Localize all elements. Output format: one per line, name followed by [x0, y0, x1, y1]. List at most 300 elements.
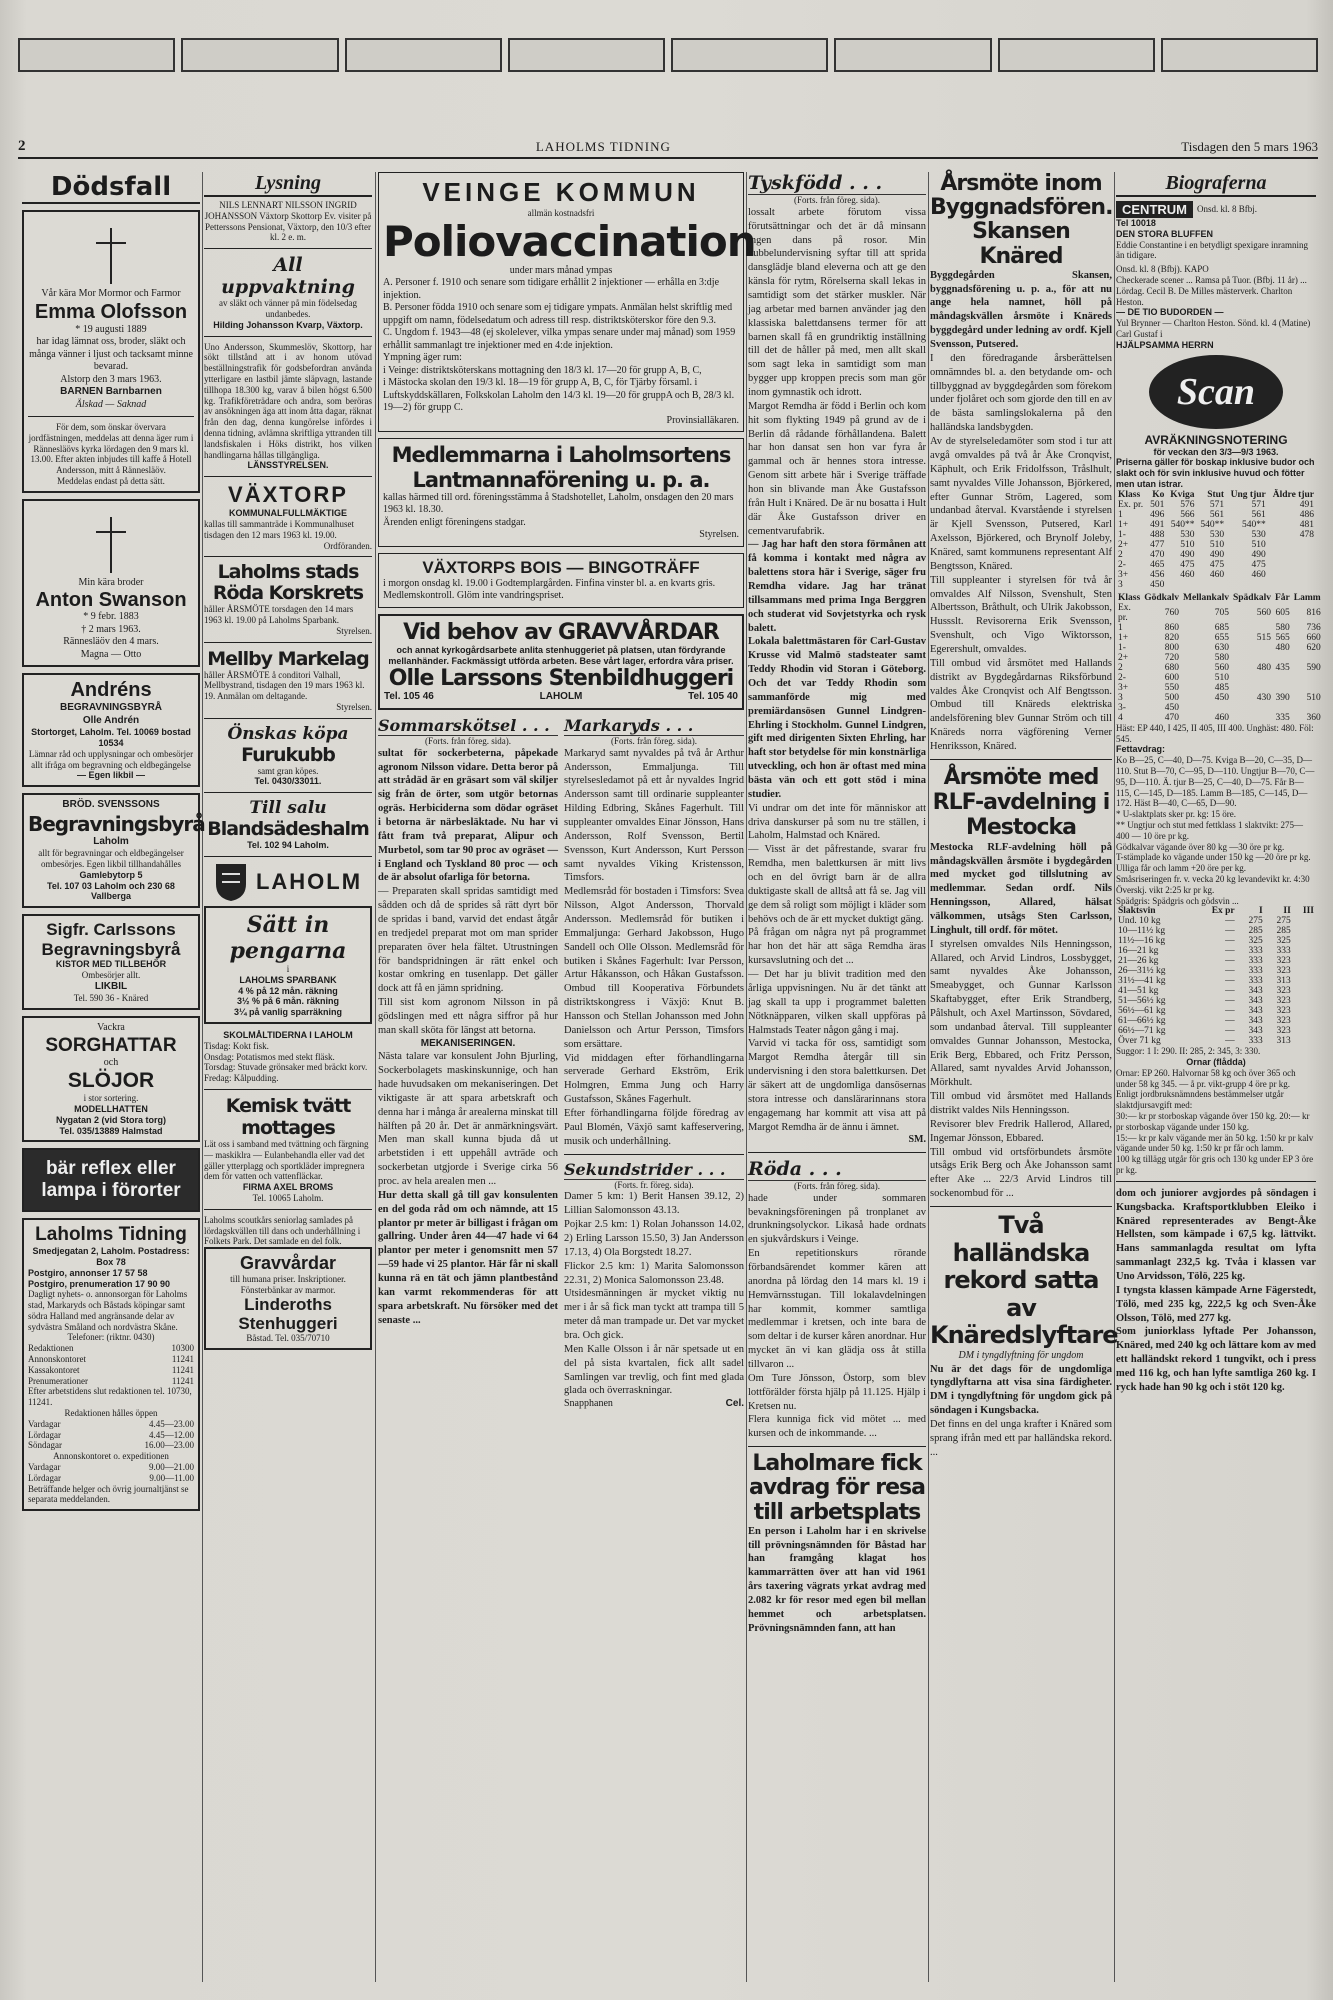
table-cell: 323: [1276, 1026, 1291, 1037]
table-row: [1116, 926, 1316, 936]
ad-addr: Gamlebytorp 5: [79, 869, 143, 880]
tel-row: [28, 1376, 194, 1387]
skolmal-item: Fredag: Kålpudding.: [204, 1073, 279, 1084]
info-postgiro: Postgiro, annonser 17 57 58: [28, 1267, 148, 1278]
table-cell: 576: [1180, 499, 1195, 510]
tyskfodd-heading: Tyskfödd . . .: [748, 172, 926, 195]
medlem-text: kallas härmed till ord. föreningsstämma å Stadshotellet, Laholm, onsdagen den 20 mars 1963 kl. 18.30.: [383, 491, 734, 516]
table-cell: 460: [1251, 569, 1266, 580]
table-cell: [1268, 570, 1316, 580]
tyskfodd-text5: Vi undrar om det inte för människor att driva danskurser på som nu tre ställen, i Laholm, Halmstad och Knäred.: [748, 802, 926, 842]
rate-item: 3¼ på vanlig sparräkning: [233, 1007, 343, 1018]
table-cell: [1231, 713, 1273, 723]
medlem-sign: Styrelsen.: [699, 529, 739, 541]
table-header-cell: Får: [1275, 592, 1290, 603]
notice-intro: Vår kära Mor Mormor och Farmor: [41, 288, 181, 299]
two-text: Nu är det dags för de ungdomliga tyngdlyftarna att visa sina färdigheter. DM i tyngdlyftning för ungdom gick på söndagen i Kungsbacka.: [930, 1363, 1112, 1417]
laholm-fick-text: En person i Laholm har i en skrivelse till prövningsnämnden för Båstad har han framgång klagat hos kammarrätten över att han vid 1961 års taxering vägrats yrkat avdrag med 2.082 kr för resor med egen bil mellan hemmet och arbetsplatsen. Prövningsnämnden fann, att han: [748, 1525, 926, 1634]
table-cell: Över 71 kg: [1118, 1036, 1161, 1047]
table-cell: 313: [1276, 976, 1291, 987]
table-cell: 571: [1251, 499, 1266, 510]
knariii-text: Checkerade scener ... Ramsa på Tuor. (Bfbj. 11 år) ... Lördag. Cecil B. De Milles mästerverk. Charlton Heston.: [1116, 274, 1307, 307]
smag-text: Småsriseringen fr. v. vecka 20 kg levandevikt kr. 4:30 Överskj. vikt 2:25 kr pr kg.: [1116, 873, 1310, 895]
notice-funeral: För dem, som önskar övervara jordfästningen, meddelas att denna äger rum i Rännesläövs kyrka lördagen den 9 mars kl. 13.00. Efter akten inbjudes till kaffe å Hotell Andersson, mitt å Rännesläöv.: [28, 422, 194, 476]
notice-place-date: Alstorp den 3 mars 1963.: [60, 373, 162, 385]
sommar-text: sultat för sockerbeterna, påpekade agronom Nilsson vidare. Detta beror på att strådäd är en gräsart som väl skiljer sig från de örter, som utgör betornas ogräs. Herbiciderna som dödar ogräset i betorna är närbesläktade. Nu har vi fått fram två preparat, Alipur och Murbetol, som tar 90 proc av ogräset — i England och Tyskland 80 proc — och de är absolut ofarliga för betorna.: [378, 747, 558, 884]
table-cell: —: [1225, 1006, 1235, 1017]
table-header-cell: Gödkalv: [1144, 592, 1180, 603]
table-header-cell: Ex pr: [1211, 906, 1235, 917]
cross-icon: [110, 517, 112, 573]
table-cell: 655: [1214, 632, 1229, 643]
table-cell: 530: [1209, 529, 1225, 540]
centrum-film: DEN STORA BLUFFEN: [1116, 228, 1214, 239]
col3-articles: [378, 716, 744, 1411]
table-cell: [1293, 1006, 1316, 1016]
ad-svensson: [22, 793, 205, 908]
fett-text2: * U-slaktplats sker pr. kg: 15 öre.: [1116, 809, 1236, 820]
ad-line: Nygatan 2 (vid Stora torg): [55, 1114, 166, 1125]
info-open-head: Redaktionen hålles öppen: [64, 1408, 158, 1419]
table-cell: 450: [1164, 702, 1180, 713]
table-cell: —: [1225, 936, 1235, 947]
ad-sub: KISTOR MED TILLBEHÖR: [55, 959, 167, 970]
polio-list: [383, 277, 739, 352]
knariii-film2: HJÄLPSAMMA HERRN: [1116, 339, 1214, 350]
table-cell: 333: [1276, 946, 1291, 957]
bingo-ad: [378, 553, 744, 608]
table-cell: 456: [1150, 569, 1165, 580]
table-cell: —: [1225, 956, 1235, 967]
notice-intro: Min kära broder: [78, 576, 144, 588]
rodakors-heading: Laholms stads Röda Korskrets: [212, 561, 364, 605]
table-row: [1116, 986, 1316, 996]
table-cell: 343: [1248, 986, 1263, 997]
ad-addr: Stortorget, Laholm. Tel. 10069 bostad 10534: [31, 727, 191, 749]
markaryds-text4: Efter förhandlingarna följde föredrag av Paul Blomén, Växjö samt kaffeservering, musik och underhållning.: [564, 1108, 744, 1147]
table-cell: 1+: [1118, 632, 1129, 643]
table-header-cell: I: [1259, 906, 1263, 917]
table-cell: —: [1225, 1036, 1235, 1047]
table-cell: 460: [1209, 569, 1225, 580]
issue-date: Tisdagen den 5 mars 1963: [1181, 139, 1318, 154]
table-cell: [1292, 673, 1323, 683]
medlem-heading: Medlemmarna i Laholmsortens Lantmannaförening u. p. a.: [391, 443, 731, 492]
table-cell: 485: [1214, 682, 1229, 693]
skolmal-heading: SKOLMÅLTIDERNA I LAHOLM: [223, 1030, 353, 1041]
ad-carlssons: [22, 914, 200, 1010]
table-cell: 571: [1209, 499, 1225, 510]
jun-text2: I tyngsta klassen kämpade Arne Fägerstedt, Tölö, med 235 kg, 222,5 kg och Sven-Åke Olsson, Tölö, med 277 kg.: [1116, 1284, 1316, 1324]
avrak-text2: Häst: EP 440, I 425, II 405, III 400. Unghäst: 480. Föl: 545.: [1116, 722, 1314, 744]
kemisk-firm: FIRMA AXEL BROMS: [242, 1182, 334, 1193]
table-cell: 10—11½ kg: [1118, 926, 1166, 937]
table-cell: 1: [1118, 509, 1123, 520]
sekund-text5: Men Kalle Olsson i år när spetsade ut en del på sista kvartalen, fick allt sadel Samlingen var trevlig, och fint med glada glada och överraskningar.: [564, 1343, 744, 1397]
table-cell: 510: [1214, 672, 1229, 683]
table-cell: 333: [1248, 976, 1263, 987]
table-row: [1116, 570, 1316, 580]
notice-verse: Älskad — Saknad: [75, 398, 147, 410]
table-row: [1116, 946, 1316, 956]
table-cell: 560: [1214, 662, 1229, 673]
table-row: [1116, 643, 1323, 653]
ad-tel: Tel. 107 03 Laholm och 230 68 Vallberga: [47, 880, 175, 902]
table-cell: 800: [1164, 642, 1180, 653]
ad-andrens: [22, 673, 200, 787]
column-2: [204, 172, 372, 1982]
table-cell: 491: [1299, 499, 1314, 510]
notice-family: BARNEN Barnbarnen: [60, 386, 162, 397]
table-cell: 3-: [1118, 702, 1126, 713]
price-table-2: [1116, 593, 1323, 723]
blandsadeshalm-tel: Tel. 102 94 Laholm.: [247, 840, 329, 851]
table-cell: 343: [1248, 1016, 1263, 1027]
knariii-info: Onsd. kl. 8 (Bfbj). KAPO: [1116, 264, 1209, 275]
rlf-heading: Årsmöte med RLF-avdelning i Mestocka: [932, 764, 1110, 841]
table-cell: 550: [1164, 682, 1180, 693]
info-footer: Beträffande helger och övrig journaltjänst se separata meddelanden.: [28, 1483, 189, 1505]
table-cell: 313: [1276, 1036, 1291, 1047]
table-cell: [1293, 936, 1316, 946]
tyskfodd-sub: (Forts. från föreg. sida).: [794, 195, 880, 205]
sekund-signs: [564, 1398, 744, 1411]
notice-name: Anton Swanson: [35, 589, 187, 612]
column-5: [930, 171, 1118, 1982]
table-cell: 3+: [1118, 569, 1129, 580]
paper-name: LAHOLMS TIDNING: [535, 139, 671, 154]
ad-line: och: [103, 1056, 119, 1068]
table-cell: [1293, 996, 1316, 1006]
table-cell: 1-: [1118, 529, 1126, 540]
table-cell: —: [1225, 996, 1235, 1007]
table-cell: 2-: [1118, 672, 1126, 683]
ympning-head: Ympning äger rum:: [383, 352, 462, 364]
table-cell: 51—56½ kg: [1118, 996, 1166, 1007]
rlf-text5: Till ombud vid ortsförbundets årsmöte utsågs Erik Berg och Åke Johansson samt efter Ake ... 22/3 Arvid Lindros till sockenombud för ...: [930, 1146, 1112, 1200]
table-cell: 2: [1118, 549, 1123, 560]
arsmote-text2: I den föredragande årsberättelsen omnämndes bl. a. den betydande om- och tillbyggnad av byggdegården som förekom under fjolåret och som gjorde den till en av de bästa samlingslokalerna på den halländska landsbygden.: [930, 352, 1112, 434]
table-row: [1116, 713, 1323, 723]
table-cell: 323: [1276, 996, 1291, 1007]
table-header-cell: Lamm: [1293, 592, 1321, 603]
olle-contact: [384, 691, 738, 704]
two-sub: DM i tyngdlyftning för ungdom: [958, 1350, 1084, 1362]
open-row-key: Vardagar: [28, 1418, 61, 1429]
scan-logo: [1149, 355, 1283, 429]
ad-text: allt för begravningar och eldbegängelser ombesörjes. Egen likbil tillhandahålles: [38, 848, 184, 870]
table-cell: 323: [1276, 966, 1291, 977]
fett-text5: T-stämplade ko vägande under 150 kg —20 öre pr kg.: [1116, 852, 1311, 863]
fett-text6: Ulliga får och lamm +20 öre per kg.: [1116, 863, 1247, 874]
exp-row: [28, 1462, 194, 1473]
table-cell: [1293, 1026, 1316, 1036]
roda-text: hade under sommaren bevakningsföreningen på tronplanet av drunkningsolyckor. Likaså hade ordnats en sjukvårdskurs i Veinge.: [748, 1192, 926, 1246]
ad-title: Sigfr. Carlssons Begravningsbyrå: [41, 920, 181, 959]
knariii-film: — DE TIO BUDORDEN —: [1116, 307, 1224, 318]
table-row: [1116, 673, 1323, 683]
table-cell: 323: [1276, 986, 1291, 997]
info-addr: Smedjegatan 2, Laholm. Postadress: Box 78: [32, 1246, 190, 1267]
table-cell: [1181, 703, 1231, 713]
table-cell: 501: [1150, 499, 1165, 510]
table-cell: 3+: [1118, 682, 1129, 693]
tyskfodd-text3: — Jag har haft den stora förmånen att få komma i kontakt med några av balettens stora här i Sverige, säger fru Remdha vidare. Jag har tränat tillsammans med prima Inga Berggren och studerat vid Sovjetstyrka och rysk balett.: [748, 539, 926, 634]
table-cell: [1292, 703, 1323, 713]
table-cell: [1226, 580, 1268, 590]
table-cell: 1: [1118, 622, 1123, 633]
table-cell: —: [1225, 946, 1235, 957]
table-row: [1116, 633, 1323, 643]
table-row: [1116, 1006, 1316, 1016]
olle-ad: [378, 614, 744, 710]
table-row: [1116, 703, 1323, 713]
spadgris-text: Spädgris: Spädgris och gödsvin ...: [1116, 895, 1239, 906]
table-cell: 530: [1251, 529, 1266, 540]
tyskfodd-text7: På frågan om några nyt på programmet har hon det här att säga Remdha äras kursavslutning och det ...: [748, 927, 926, 967]
ornar-text3: 30:— kr pr storboskap vägande över 150 kg. 20:— kr pr storboskap vägande under 150 kg.: [1116, 1111, 1310, 1132]
mek-text: Nästa talare var konsulent John Bjurling, Sockerbolagets maskinskunnige, och han hade huvudsaken om mekaniseringen. Det viktigaste är att spara arbetskraft och denna har i många år arealerna minskat till hälften på 20 år. Det är anmärkningsvärt. Men man skall kunna bjuda då ut arbetstiden i ett uppehåll avträde och sockerbetan utgjorde i Sverige cirka 56 proc. av hela arealen men ...: [378, 1051, 558, 1187]
avrak-sub: för veckan den 3/3—9/3 1963.: [1153, 446, 1279, 457]
markaryds-sub: (Forts. från föreg. sida).: [611, 735, 697, 746]
rate-item: 4 % på 12 mån. räkning: [238, 985, 338, 996]
ad-tel: Tel. 590 36 - Knäred: [73, 993, 149, 1004]
mellby-sign: Styrelsen.: [336, 701, 372, 712]
polio-item: C. Ungdom f. 1943—48 (ej skolelever, vilka ympas senare under maj månad) som 1959 erhållit sammanlagt tre injektioner med en 4:de injektion.: [383, 327, 736, 351]
markaryds-article: [564, 716, 744, 1411]
olle-heading: Vid behov av GRAVVÅRDAR: [403, 619, 719, 645]
info-exp-head: Annonskontoret o. expeditionen: [53, 1451, 169, 1462]
notice-name: Emma Olofsson: [34, 300, 188, 323]
table-cell: [1293, 946, 1316, 956]
salu-heading: Till salu: [249, 798, 327, 819]
table-cell: Und. 10 kg: [1118, 916, 1161, 927]
table-cell: [1197, 580, 1227, 590]
rlf-text4: Revisorer blev Fredrik Hallerod, Allared, Ingemar Jönsson, Ebbared.: [930, 1118, 1112, 1144]
table-cell: 1+: [1118, 519, 1129, 530]
svin-table: [1116, 906, 1316, 1046]
exp-row: [28, 1473, 194, 1484]
jun-text: dom och juniorer avgjordes på söndagen i Kungsbacka. Kraftsportklubben Eleiko i Knäred representerades av Bengt-Åke Hellsten, som kämpade i 67,5 kg. lättvikt. Hans sammanlagda resultat om lyfta sammanlagt 232,5 kg. Tvåa i klassen var Uno Arvidsson, Tölö, 225 kg.: [1116, 1187, 1316, 1283]
table-cell: [1231, 643, 1273, 653]
ad-sorghattar: [22, 1016, 200, 1142]
column-4: [748, 172, 926, 1982]
table-header-cell: Klass: [1118, 489, 1141, 500]
exp-row-value: 9.00—11.00: [149, 1472, 194, 1483]
roda-text4: Flera kunniga fick vid mötet ... med kursen och de inkommande. ...: [748, 1414, 926, 1440]
tyskfodd-text4: Lokala balettmästaren för Carl-Gustav Krusse vid Malmö stadsteater samt Teddy Rhodin vid Storan i Göteborg. Och det var Teddy Rhodin som sammanförde mig med premiärdansösen Gunnel Lindgren-Ehrling i Stockholm. Gunnel Lindgren, gift med dirigenten Sixten Ehrling, har haft stor betydelse för min konstnärliga utveckling, och hon är oftast med mina bästa vän och ett gott stöd i mina studier.: [748, 636, 926, 800]
tel-row-key: Annonskontoret: [28, 1354, 86, 1365]
fett-head: Fettavdrag:: [1116, 744, 1166, 755]
sparbank-ad: [204, 906, 372, 1024]
table-cell: [1231, 673, 1273, 683]
ympning-text: i Veinge: distriktsköterskans mottagning den 18/3 kl. 17—20 för grupp A, B, C,: [383, 364, 702, 376]
olle-tel2: Tel. 105 40: [688, 691, 738, 703]
vaxtorp-sub: KOMMUNALFULLMÄKTIGE: [229, 508, 347, 519]
rate-item: 3½ % på 6 mån. räkning: [236, 996, 340, 1007]
rodakors-text: håller ÅRSMÖTE torsdagen den 14 mars 1963 kl. 19.00 på Laholms Sparbank.: [204, 604, 354, 625]
olle-tel1: Tel. 105 46: [384, 691, 434, 703]
kemisk-text: Lät oss i samband med tvättning och färgning — maskiklra — Eulanbehandla eller vad det gäller ytterplagg och sportkläder impregnera dem för vatten och vattenfläckar.: [204, 1139, 369, 1182]
table-cell: 481: [1299, 519, 1314, 530]
table-cell: 460: [1214, 712, 1229, 723]
table-row: [1116, 966, 1316, 976]
arsmote-text4: Till suppleanter i styrelsen för två år omvaldes Alf Nilsson, Svenshult, Sten Albertsson, Bråthult, och Ulrik Jakobsson, Hussslt. Revisorerna Erik Svensson, Svenshult, och Vigo Wiktorsson, Egerershult, omvaldes.: [930, 574, 1112, 655]
olle-name: Olle Larssons Stenbildhuggeri: [388, 666, 734, 692]
table-header-cell: Slaktsvin: [1118, 906, 1156, 917]
ad-line: SORGHATTAR: [45, 1034, 177, 1056]
sekund-text3: Flickor 2.5 km: 1) Marita Salomonsson 22.31, 2) Monica Salomonsson 23.48.: [564, 1260, 744, 1286]
tel-row-value: 11241: [171, 1375, 194, 1386]
table-cell: 333: [1248, 956, 1263, 967]
tel-row-value: 11241: [171, 1364, 194, 1375]
table-cell: 333: [1248, 1036, 1263, 1047]
sekund-text2: Pojkar 2.5 km: 1) Rolan Johansson 14.02, 2) Erling Larsson 15.50, 3) Jan Andersson 17.13, 4) Ola Borgstedt 18.27.: [564, 1219, 744, 1258]
scouts-text: Laholms scoutkårs seniorlag samlades på lördagskvällen till dans och underhållning i Folkets Park. Det samlade en del folk.: [204, 1214, 361, 1247]
table-cell: 325: [1248, 936, 1263, 947]
table-cell: 816: [1306, 607, 1321, 618]
medlem-ad: [378, 438, 744, 546]
notice-footer: Meddelas endast på detta sätt.: [57, 475, 165, 486]
ad-owner: Olle Andrén: [82, 714, 140, 726]
furukubb-text: samt gran köpes.: [257, 765, 319, 776]
table-cell: 488: [1150, 529, 1165, 540]
bingo-heading: VÄXTORPS BOIS — BINGOTRÄFF: [422, 557, 700, 577]
svin-text: Suggor: 1 I: 290. II: 285, 2: 345, 3: 330.: [1116, 1046, 1261, 1057]
ad-line: SLÖJOR: [67, 1069, 155, 1093]
ornar-text2: Enligt jordbruksnämndens bestämmelser utgår slaktdjursavgift med:: [1116, 1089, 1284, 1111]
table-cell: [1293, 986, 1316, 996]
ad-text: Ombesörjer allt.: [81, 970, 141, 981]
table-cell: 477: [1150, 539, 1165, 550]
table-cell: [1293, 916, 1316, 926]
sekund-text4: Utsidesmänningen är mycket viktig nu mer i år så fick man tyckt att trampa till 5 meter då man trampade ur. Det var mycket bra. Och gick.: [564, 1288, 744, 1341]
table-cell: 820: [1164, 632, 1180, 643]
table-cell: 470: [1150, 549, 1165, 560]
table-row: [1116, 956, 1316, 966]
table-cell: [1293, 1016, 1316, 1026]
column-1: [22, 172, 205, 1982]
tel-row-key: Redaktionen: [28, 1343, 74, 1354]
table-cell: 605: [1275, 607, 1290, 618]
avrak-heading: AVRÄKNINGSNOTERING: [1144, 432, 1288, 447]
table-header-row: [1116, 593, 1323, 603]
blandsadeshalm: Blandsädeshalm: [207, 818, 369, 841]
open-row-value: 16.00—23.00: [144, 1440, 194, 1451]
centrum-tel: Tel 10018: [1116, 218, 1156, 228]
column-6: [1116, 172, 1321, 1982]
table-cell: 630: [1214, 642, 1229, 653]
table-cell: [1273, 683, 1292, 693]
tel-row: [28, 1343, 194, 1354]
ad-title: Andréns: [70, 679, 152, 702]
table-cell: 620: [1306, 642, 1321, 653]
sommar-text2: — Preparaten skall spridas samtidigt med sådden och då de sprides så rätt dyrt bör de spridas i band, varvid det endast åtgår en tredjedel preparat mot om man sprider preparaten över hela fältet. Utrustningen för bandspridningen är rätt enkel och kostar omkring en tusenlapp. Det gäller dock att få en jämn spridning.: [378, 886, 558, 995]
table-cell: 680: [1164, 662, 1180, 673]
table-cell: 490: [1209, 549, 1225, 560]
tel-row-value: 11241: [171, 1354, 194, 1365]
open-list: [28, 1419, 194, 1451]
notice-place-date: Rännesläöv den 4 mars.: [63, 636, 159, 648]
price-table-1: [1116, 490, 1316, 590]
table-cell: 860: [1164, 622, 1180, 633]
table-cell: 275: [1248, 916, 1263, 927]
ornar-text5: 100 kg tillägg utgår för gris och 130 kg under EP 3 öre pr kg.: [1116, 1154, 1314, 1176]
veinge-sub: allmän kostnadsfri: [527, 208, 595, 218]
lysning-heading: Lysning: [204, 172, 372, 197]
arsmote-text5: Till ombud vid årsmötet med Hallands distrikt av Bygdegårdarnas Riksförbund valdes Åke Cronqvist och Alf Bengtsson. Ombud till Knäreds elektriska andelsförening blev Gunnar Ström och till Knäreds norra vägförening Verner Henriksson, Knäred.: [930, 657, 1112, 752]
table-cell: [1293, 1036, 1316, 1046]
vaxtorp-heading: VÄXTORP: [228, 482, 348, 508]
mellby-text: håller ÅRSMÖTE å conditori Valhall, Mellbystrand, tisdagen den 19 mars 1963 kl. 19. Anmälan om deltagande.: [204, 669, 365, 702]
notice-born: * 9 febr. 1883: [83, 611, 139, 623]
table-cell: 500: [1164, 692, 1180, 703]
table-row: [1116, 916, 1316, 926]
ympning-text2: i Mästocka skolan den 19/3 kl. 18—19 för grupp A, B, C, för Tjärby församl. i Luftskyddskällaren, Folkskolan Laholm den 14/3 kl. 19—20 för gruppA och B, 28/3 kl. 19—2) för grupp C.: [383, 377, 735, 414]
ad-sub: BEGRAVNINGSBYRÅ: [59, 702, 163, 714]
table-header-cell: Ung tjur: [1230, 489, 1266, 500]
table-cell: [1273, 703, 1292, 713]
table-cell: 2: [1118, 662, 1123, 673]
table-header-cell: Äldre tjur: [1272, 489, 1314, 500]
page-header: [18, 138, 1318, 159]
table-cell: [1268, 540, 1316, 550]
cross-icon: [110, 228, 112, 284]
lansstyrelsen-sign: LÄNSSTYRELSEN.: [247, 460, 329, 471]
table-cell: 333: [1248, 946, 1263, 957]
table-row: [1116, 540, 1316, 550]
table-cell: 560: [1256, 607, 1271, 618]
tel-row: [28, 1365, 194, 1376]
uppvaktning-text: av släkt och vänner på min födelsedag undanbedes.: [219, 298, 357, 319]
table-cell: 480: [1256, 662, 1271, 673]
table-cell: 510: [1306, 692, 1321, 703]
exp-row-key: Vardagar: [28, 1462, 61, 1473]
table-cell: 2+: [1118, 652, 1129, 663]
biografer-heading: Biograferna: [1116, 172, 1316, 197]
table-header-cell: Stut: [1207, 489, 1225, 500]
shield-icon: [214, 862, 248, 902]
table-cell: [1268, 550, 1316, 560]
knariii-text2: Yul Brynner — Charlton Heston. Sönd. kl. 4 (Matine) Carl Gustaf i: [1116, 318, 1311, 339]
table-header-cell: Kviga: [1170, 489, 1195, 500]
open-row-value: 4.45—23.00: [149, 1418, 194, 1429]
table-cell: 323: [1276, 1006, 1291, 1017]
table-cell: —: [1225, 1026, 1235, 1037]
table-header-cell: III: [1302, 906, 1314, 917]
roda-text2: En repetitionskurs rörande förbandsärendet kommer kären att anordna på lördag den 14 mars kl. 19 i Hemvärnsstugan. Till lokalavdelningen har kommit, kommer samtliga medlemmar i kretsen, och inte bara de som deltar i de kurser kåren anordnar. Hur mycket än vi kan glädja oss åt stilla tillvaron ...: [748, 1248, 926, 1370]
table-cell: 540**: [1242, 519, 1266, 530]
table-row: [1116, 936, 1316, 946]
mek-text2: Hur detta skall gå till gav konsulenten en del goda råd om och nämnde, att 15 plantor pr meter är billigast i frågan om gallring. Under åren 44—47 hade vi 64 plantor per meter i genomsnitt men 57—59 hade vi 25 plantor. Här får ni skall kunna rä en tät och jämn plantbestånd kan varmt rekommenderas för att spara arbetskraft. Nu försöker med det senaste ...: [378, 1189, 558, 1326]
column-3: [378, 172, 756, 1982]
table-row: [1116, 996, 1316, 1006]
table-cell: —: [1225, 986, 1235, 997]
uppvaktning-heading: All uppvaktning: [221, 254, 355, 299]
table-cell: 486: [1299, 509, 1314, 520]
vaxtorp-sign: Ordföranden.: [323, 540, 372, 551]
table-cell: 21—26 kg: [1118, 956, 1159, 967]
table-row: [1116, 683, 1323, 693]
table-cell: 510: [1209, 539, 1225, 550]
exp-list: [28, 1462, 194, 1484]
tel-row-value: 10300: [171, 1343, 194, 1354]
scan-logo-text: Scan: [1176, 370, 1256, 413]
table-cell: 2-: [1118, 559, 1126, 570]
table-cell: 590: [1306, 662, 1321, 673]
centrum-text: Eddie Constantine i en betydligt spexigare inramning än tidigare.: [1116, 239, 1308, 261]
table-row: [1116, 1026, 1316, 1036]
